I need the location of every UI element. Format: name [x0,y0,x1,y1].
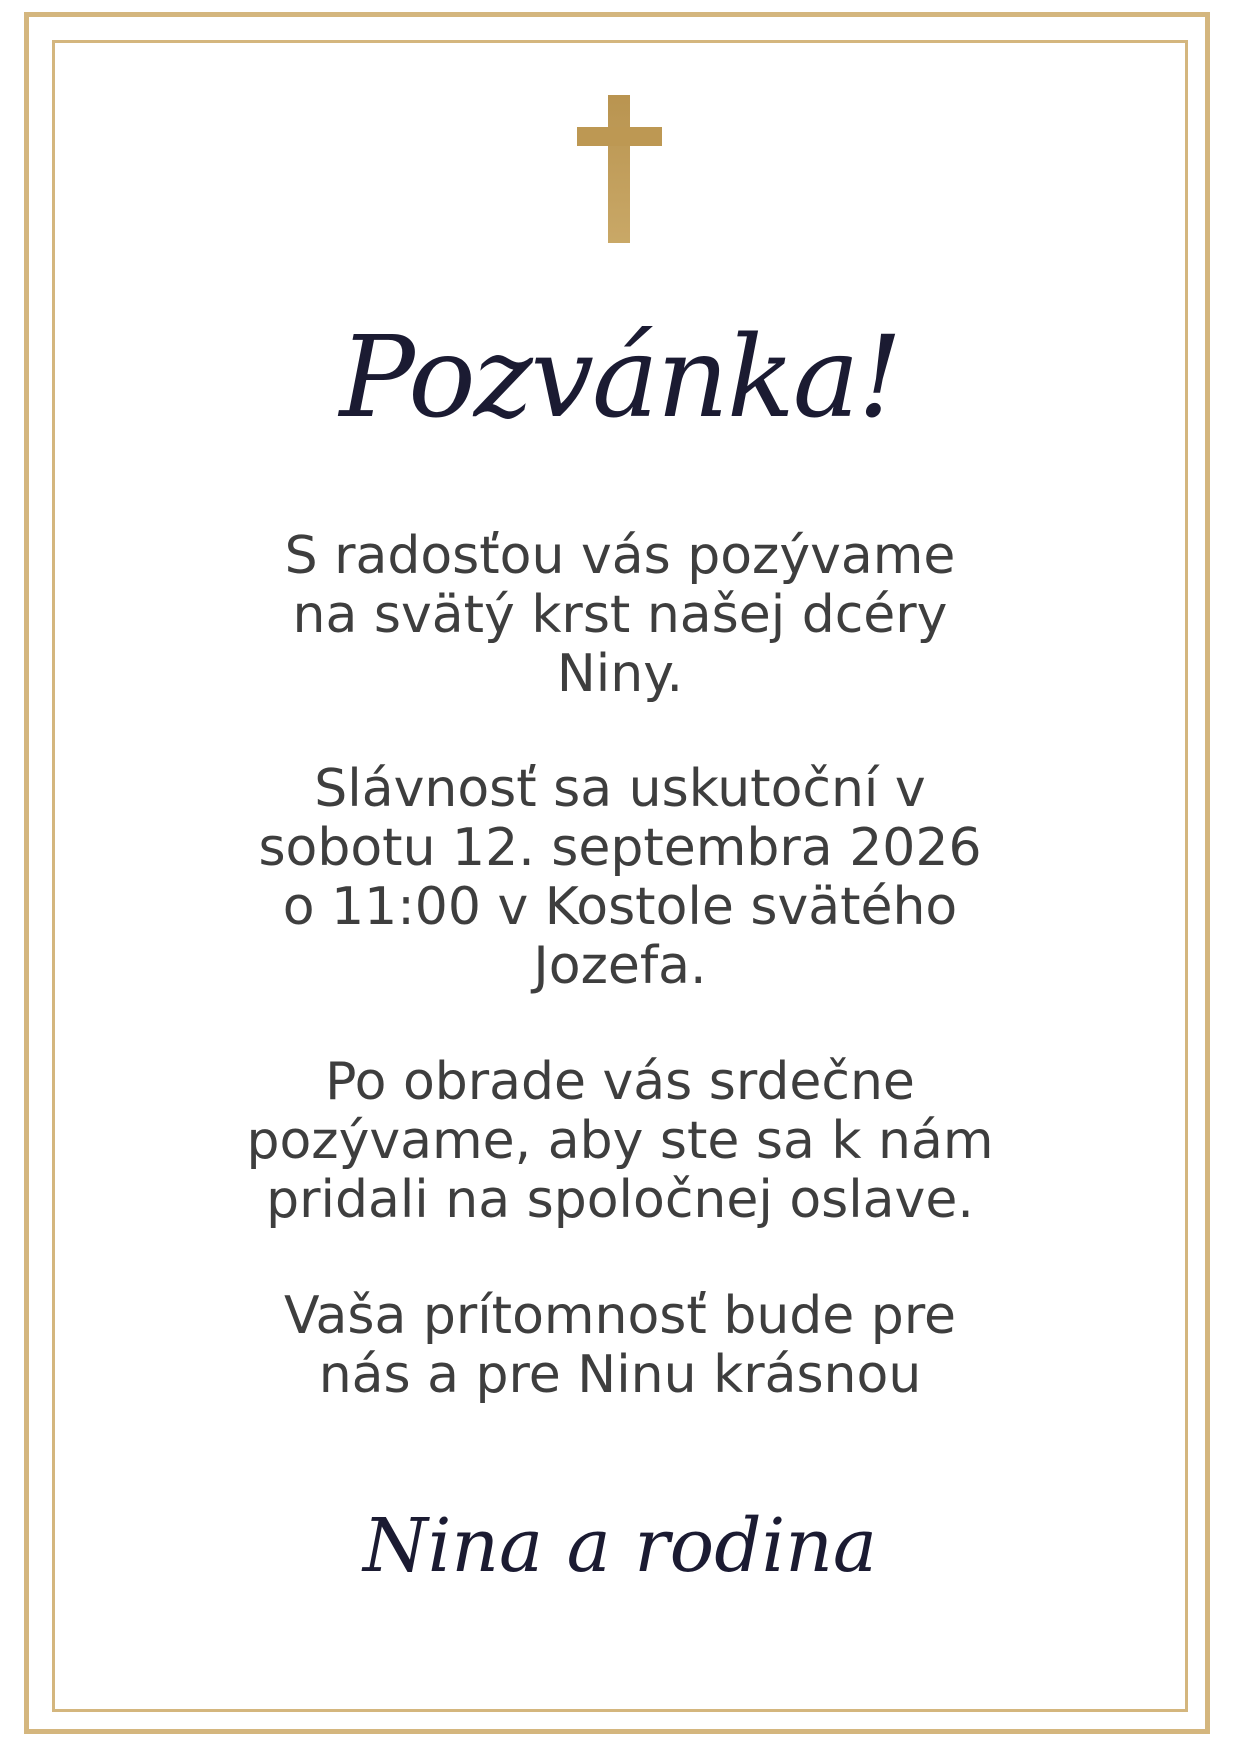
invitation-paragraph-celebration: Po obrade vás srdečne pozývame, aby ste sa k nám pridali na spoločnej oslave. [246,1052,994,1230]
invitation-paragraph-date-place: Slávnosť sa uskutoční v sobotu 12. septembra 2026 o 11:00 v Kostole svätého Jozefa. [258,759,982,996]
cross-vertical-bar [608,95,630,243]
invitation-paragraph-presence: Vaša prítomnosť bude pre nás a pre Ninu krásnou [283,1286,957,1405]
invitation-signature: Nina a rodina [362,1503,878,1589]
cross-horizontal-bar [577,127,662,146]
invitation-paragraph-intro: S radosťou vás pozývame na svätý krst našej dcéry Niny. [284,526,956,704]
invitation-title: Pozvánka! [339,313,901,443]
cross-icon [577,95,662,243]
